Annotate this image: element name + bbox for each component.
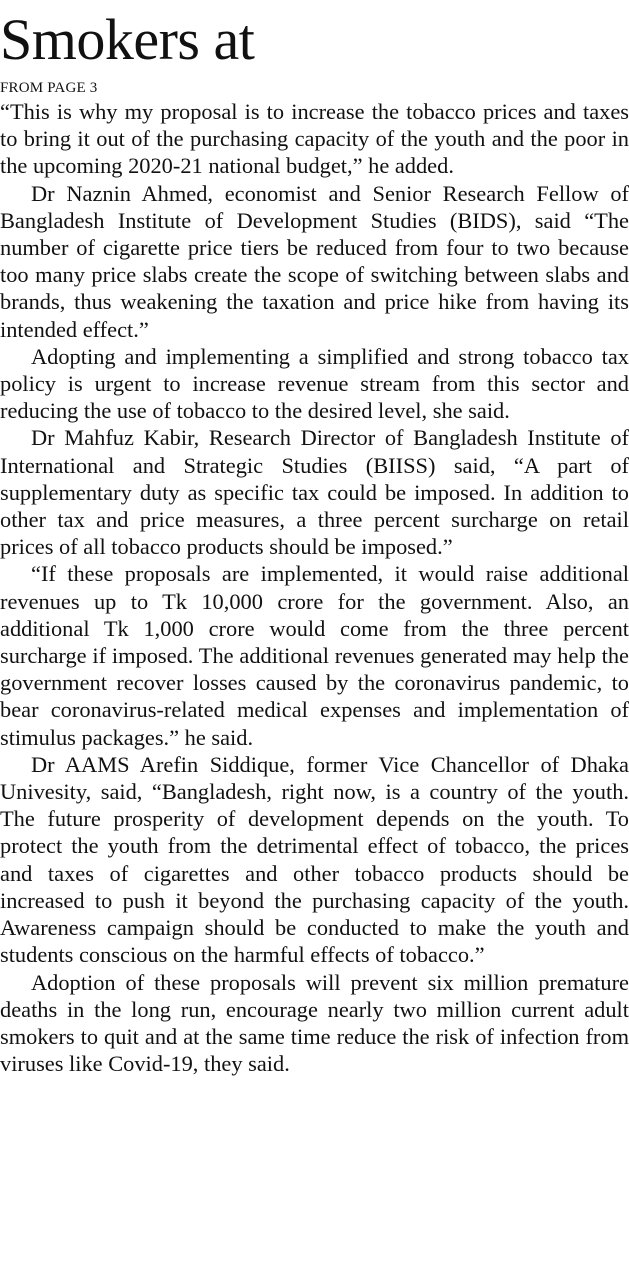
article-body	[0, 98, 629, 1077]
paragraph: Dr Mahfuz Kabir, Research Director of Bangladesh Institute of International and Strategic Studies (BIISS) said, “A part of supplementary duty as specific tax could be imposed. In addition to other tax and price measures, a three percent surcharge on retail prices of all tobacco products should be imposed.”	[0, 425, 629, 560]
jump-line: FROM PAGE 3	[0, 80, 98, 96]
paragraph: Adopting and implementing a simplified and strong tobacco tax policy is urgent to increase revenue stream from this sector and reducing the use of tobacco to the desired level, she said.	[0, 343, 629, 424]
paragraph: Dr Naznin Ahmed, economist and Senior Research Fellow of Bangladesh Institute of Development Studies (BIDS), said “The number of cigarette price tiers be reduced from four to two because too many price slabs create the scope of switching between slabs and brands, thus weakening the taxation and price hike from having its intended effect.”	[0, 180, 629, 342]
paragraph: Adoption of these proposals will prevent six million premature deaths in the long run, encourage nearly two million current adult smokers to quit and at the same time reduce the risk of infection from viruses like Covid-19, they said.	[0, 969, 629, 1077]
article-headline: Smokers at	[0, 7, 255, 72]
paragraph: Dr AAMS Arefin Siddique, former Vice Chancellor of Dhaka Univesity, said, “Bangladesh, right now, is a country of the youth. The future prosperity of development depends on the youth. To protect the youth from the detrimental effect of tobacco, the prices and taxes of cigarettes and other tobacco products should be increased to push it beyond the purchasing capacity of the youth. Awareness campaign should be conducted to make the youth and students conscious on the harmful effects of tobacco.”	[0, 751, 629, 968]
paragraph: “This is why my proposal is to increase the tobacco prices and taxes to bring it out of the purchasing capacity of the youth and the poor in the upcoming 2020-21 national budget,” he added.	[0, 99, 629, 179]
paragraph: “If these proposals are implemented, it would raise additional revenues up to Tk 10,000 crore for the government. Also, an additional Tk 1,000 crore would come from the three percent surcharge if imposed. The additional revenues generated may help the government recover losses caused by the coronavirus pandemic, to bear coronavirus-related medical expenses and implementation of stimulus packages.” he said.	[0, 561, 629, 750]
